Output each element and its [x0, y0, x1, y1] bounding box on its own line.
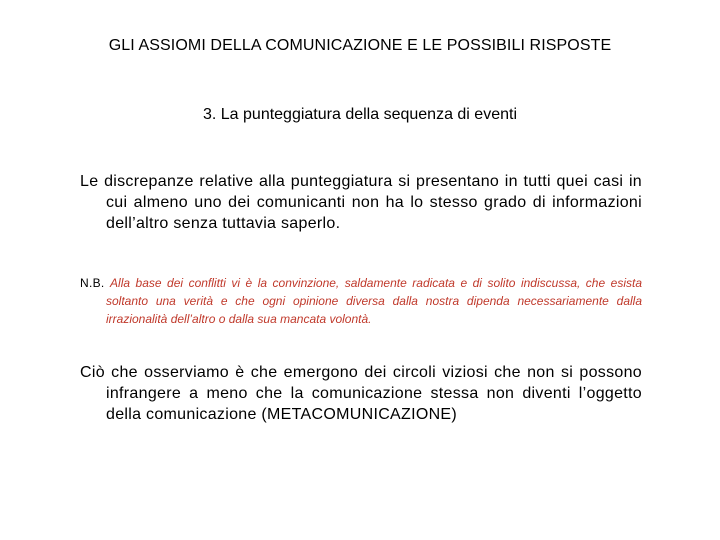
nota-bene: [80, 274, 642, 328]
note-text: Alla base dei conflitti vi è la convinzione, saldamente radicata e di solito indiscussa, che esista soltanto una verità e che ogni opinione diversa dalla nostra dipenda necessariamente dalla irrazionalità dell’altro o dalla sua mancata volontà.: [106, 276, 642, 326]
paragraph-punteggiatura: Le discrepanze relative alla punteggiatura si presentano in tutti quei casi in cui almeno uno dei comunicanti non ha lo stesso grado di informazioni dell’altro senza tuttavia saperlo.: [80, 173, 642, 232]
paragraph-metacomunicazione: Ciò che osserviamo è che emergono dei circoli viziosi che non si possono infrangere a meno che la comunicazione stessa non diventi l’oggetto della comunicazione (METACOMUNICAZIONE): [80, 364, 642, 423]
page-title: GLI ASSIOMI DELLA COMUNICAZIONE E LE POSSIBILI RISPOSTE: [108, 37, 612, 54]
note-prefix: N.B.: [80, 276, 105, 290]
section-subtitle: 3. La punteggiatura della sequenza di eventi: [202, 106, 517, 123]
